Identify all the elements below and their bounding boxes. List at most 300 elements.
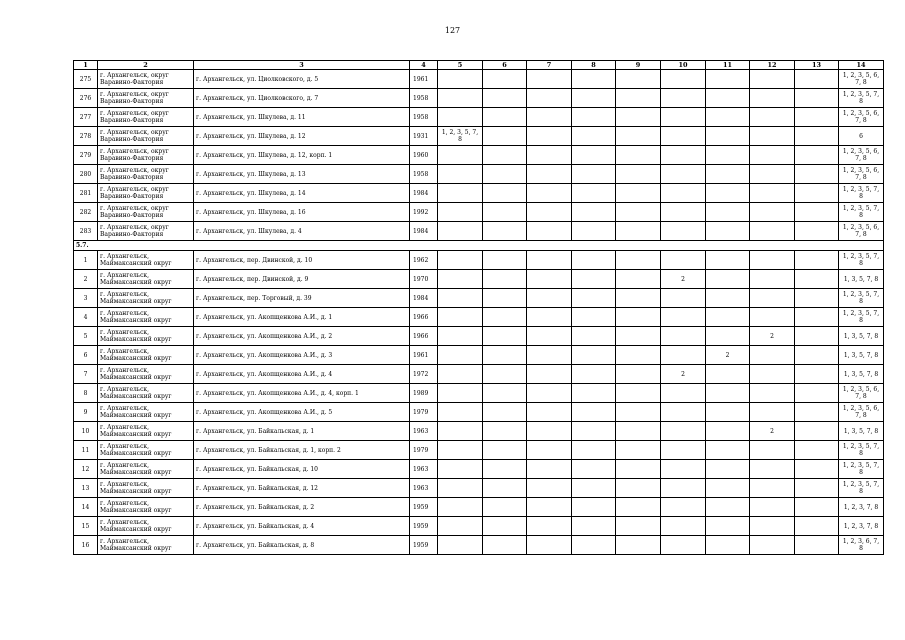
column-header: 3 <box>194 61 410 70</box>
col10-cell <box>661 517 706 536</box>
cell-line: 1, 3, 5, 7, 8 <box>843 275 879 283</box>
col11-cell <box>706 536 750 555</box>
empty-cell <box>616 479 661 498</box>
cell-line: 1, 2, 3, 5, 6, <box>842 167 880 174</box>
empty-cell <box>616 441 661 460</box>
address-cell: г. Архангельск, ул. Шкулева, д. 11 <box>194 108 410 127</box>
empty-cell <box>572 403 616 422</box>
cell-line: Маймаксанский округ <box>100 526 172 533</box>
cell-line: 1, 2, 3, 5, 7, <box>842 310 880 317</box>
col10-cell <box>661 184 706 203</box>
cell-line: Маймаксанский округ <box>100 507 172 514</box>
empty-cell <box>527 460 572 479</box>
empty-cell <box>572 308 616 327</box>
col12-cell <box>750 70 795 89</box>
address-cell: г. Архангельск, ул. Шкулева, д. 4 <box>194 222 410 241</box>
header-row <box>74 61 884 70</box>
year-cell: 1961 <box>410 70 438 89</box>
empty-cell <box>483 165 527 184</box>
col12-cell <box>750 108 795 127</box>
table-row <box>74 203 884 222</box>
col12-cell <box>750 536 795 555</box>
empty-cell <box>527 222 572 241</box>
empty-cell <box>527 498 572 517</box>
address-cell: г. Архангельск, ул. Акопщенкова А.И., д. 1 <box>194 308 410 327</box>
address-cell: г. Архангельск, ул. Акопщенкова А.И., д. 4 <box>194 365 410 384</box>
cell-line: 7, 8 <box>855 155 867 162</box>
col10-cell <box>661 327 706 346</box>
empty-cell <box>527 203 572 222</box>
table-row <box>74 222 884 241</box>
cell-line: г. Архангельск, округ <box>100 91 169 98</box>
cell-line: 1, 2, 3, 6, 7, <box>842 538 880 545</box>
empty-cell <box>616 203 661 222</box>
empty-cell <box>795 479 839 498</box>
empty-cell <box>795 403 839 422</box>
col5-cell <box>438 108 483 127</box>
table-row <box>74 327 884 346</box>
empty-cell <box>483 70 527 89</box>
address-cell: г. Архангельск, ул. Байкальская, д. 2 <box>194 498 410 517</box>
col11-cell <box>706 184 750 203</box>
row-number: 7 <box>74 365 98 384</box>
column-header: 12 <box>750 61 795 70</box>
district-cell <box>98 184 194 203</box>
table-row <box>74 517 884 536</box>
address-cell: г. Архангельск, ул. Акопщенкова А.И., д. 3 <box>194 346 410 365</box>
empty-cell <box>616 384 661 403</box>
empty-cell <box>527 365 572 384</box>
col5-cell <box>438 146 483 165</box>
col11-cell <box>706 165 750 184</box>
empty-cell <box>572 422 616 441</box>
row-number: 8 <box>74 384 98 403</box>
col12-cell <box>750 308 795 327</box>
cell-line: г. Архангельск, <box>100 500 150 507</box>
table-section-b <box>74 251 884 555</box>
column-header: 2 <box>98 61 194 70</box>
cell-line: г. Архангельск, <box>100 329 150 336</box>
year-cell: 1972 <box>410 365 438 384</box>
empty-cell <box>483 346 527 365</box>
table-row <box>74 270 884 289</box>
cell-line: г. Архангельск, <box>100 272 150 279</box>
col12-cell <box>750 498 795 517</box>
district-cell <box>98 346 194 365</box>
col14-cell <box>839 384 884 403</box>
col10-cell <box>661 222 706 241</box>
district-cell <box>98 165 194 184</box>
empty-cell <box>483 184 527 203</box>
col14-cell <box>839 441 884 460</box>
empty-cell <box>616 146 661 165</box>
col14-cell <box>839 308 884 327</box>
col14-cell <box>839 89 884 108</box>
table-row <box>74 89 884 108</box>
row-number: 10 <box>74 422 98 441</box>
cell-line: г. Архангельск, <box>100 481 150 488</box>
cell-line: 8 <box>859 212 863 219</box>
col11-cell <box>706 384 750 403</box>
cell-line: 8 <box>859 193 863 200</box>
cell-line: Маймаксанский округ <box>100 450 172 457</box>
col11-cell <box>706 308 750 327</box>
empty-cell <box>572 251 616 270</box>
year-cell: 1962 <box>410 251 438 270</box>
col10-cell <box>661 403 706 422</box>
col11-cell <box>706 441 750 460</box>
empty-cell <box>795 108 839 127</box>
district-cell <box>98 146 194 165</box>
col10-cell <box>661 289 706 308</box>
col5-cell <box>438 222 483 241</box>
empty-cell <box>527 108 572 127</box>
table-row <box>74 308 884 327</box>
section-header <box>74 241 884 251</box>
table-row <box>74 251 884 270</box>
col14-cell <box>839 270 884 289</box>
district-cell <box>98 365 194 384</box>
year-cell: 1984 <box>410 222 438 241</box>
col12-cell <box>750 403 795 422</box>
col10-cell <box>661 70 706 89</box>
empty-cell <box>572 70 616 89</box>
address-cell: г. Архангельск, ул. Циолковского, д. 5 <box>194 70 410 89</box>
row-number: 2 <box>74 270 98 289</box>
year-cell: 1992 <box>410 203 438 222</box>
cell-line: 7, 8 <box>855 412 867 419</box>
empty-cell <box>572 184 616 203</box>
cell-line: 1, 2, 3, 7, 8 <box>843 522 879 530</box>
cell-line: г. Архангельск, округ <box>100 129 169 136</box>
cell-line: 6 <box>859 132 863 140</box>
col12-cell <box>750 346 795 365</box>
empty-cell <box>483 146 527 165</box>
col5-cell <box>438 460 483 479</box>
empty-cell <box>483 384 527 403</box>
col11-cell <box>706 127 750 146</box>
empty-cell <box>616 536 661 555</box>
empty-cell <box>572 479 616 498</box>
col5-cell <box>438 479 483 498</box>
cell-line: 1, 2, 3, 5, 7, <box>441 129 479 136</box>
cell-line: г. Архангельск, округ <box>100 205 169 212</box>
col14-cell <box>839 203 884 222</box>
cell-line: 1, 2, 3, 5, 6, <box>842 405 880 412</box>
cell-line: 8 <box>859 545 863 552</box>
col10-cell <box>661 384 706 403</box>
col14-cell <box>839 346 884 365</box>
col14-cell <box>839 498 884 517</box>
cell-line: г. Архангельск, <box>100 462 150 469</box>
col12-cell: 2 <box>750 422 795 441</box>
cell-line: Маймаксанский округ <box>100 374 172 381</box>
col11-cell <box>706 327 750 346</box>
col11-cell <box>706 270 750 289</box>
empty-cell <box>483 517 527 536</box>
cell-line: г. Архангельск, <box>100 291 150 298</box>
col11-cell <box>706 517 750 536</box>
col10-cell <box>661 460 706 479</box>
cell-line: 1, 2, 3, 5, 7, <box>842 186 880 193</box>
empty-cell <box>572 498 616 517</box>
empty-cell <box>483 289 527 308</box>
empty-cell <box>483 498 527 517</box>
table-row <box>74 536 884 555</box>
year-cell: 1984 <box>410 289 438 308</box>
col12-cell <box>750 289 795 308</box>
cell-line: 7, 8 <box>855 79 867 86</box>
cell-line: Маймаксанский округ <box>100 545 172 552</box>
cell-line: 1, 2, 3, 5, 7, <box>842 253 880 260</box>
cell-line: Маймаксанский округ <box>100 298 172 305</box>
cell-line: г. Архангельск, <box>100 367 150 374</box>
cell-line: 1, 2, 3, 5, 6, <box>842 72 880 79</box>
empty-cell <box>527 517 572 536</box>
cell-line: 7, 8 <box>855 174 867 181</box>
address-cell: г. Архангельск, ул. Байкальская, д. 8 <box>194 536 410 555</box>
cell-line: 1, 2, 3, 5, 7, <box>842 291 880 298</box>
row-number: 278 <box>74 127 98 146</box>
col12-cell <box>750 203 795 222</box>
year-cell: 1959 <box>410 517 438 536</box>
col5-cell <box>438 441 483 460</box>
empty-cell <box>483 203 527 222</box>
address-cell: г. Архангельск, ул. Байкальская, д. 10 <box>194 460 410 479</box>
address-cell: г. Архангельск, ул. Акопщенкова А.И., д. 4, корп. 1 <box>194 384 410 403</box>
year-cell: 1970 <box>410 270 438 289</box>
empty-cell <box>483 479 527 498</box>
district-cell <box>98 251 194 270</box>
address-cell: г. Архангельск, ул. Шкулева, д. 14 <box>194 184 410 203</box>
table-row <box>74 70 884 89</box>
row-number: 14 <box>74 498 98 517</box>
table-row <box>74 289 884 308</box>
cell-line: г. Архангельск, <box>100 405 150 412</box>
empty-cell <box>572 89 616 108</box>
col12-cell <box>750 127 795 146</box>
empty-cell <box>483 441 527 460</box>
empty-cell <box>795 536 839 555</box>
address-cell: г. Архангельск, пер. Торговый, д. 39 <box>194 289 410 308</box>
cell-line: Маймаксанский округ <box>100 355 172 362</box>
year-cell: 1958 <box>410 108 438 127</box>
year-cell: 1959 <box>410 536 438 555</box>
empty-cell <box>527 441 572 460</box>
cell-line: г. Архангельск, округ <box>100 148 169 155</box>
cell-line: г. Архангельск, <box>100 310 150 317</box>
empty-cell <box>527 184 572 203</box>
col14-cell <box>839 289 884 308</box>
district-cell <box>98 498 194 517</box>
col11-cell <box>706 498 750 517</box>
empty-cell <box>616 127 661 146</box>
empty-cell <box>483 270 527 289</box>
empty-cell <box>572 346 616 365</box>
empty-cell <box>795 89 839 108</box>
empty-cell <box>483 89 527 108</box>
row-number: 12 <box>74 460 98 479</box>
col10-cell <box>661 165 706 184</box>
empty-cell <box>572 536 616 555</box>
col10-cell <box>661 146 706 165</box>
year-cell: 1966 <box>410 327 438 346</box>
col10-cell <box>661 127 706 146</box>
empty-cell <box>572 327 616 346</box>
empty-cell <box>572 289 616 308</box>
district-cell <box>98 517 194 536</box>
empty-cell <box>616 89 661 108</box>
year-cell: 1931 <box>410 127 438 146</box>
row-number: 13 <box>74 479 98 498</box>
cell-line: 7, 8 <box>855 393 867 400</box>
cell-line: г. Архангельск, <box>100 386 150 393</box>
col11-cell <box>706 70 750 89</box>
column-header: 8 <box>572 61 616 70</box>
cell-line: Маймаксанский округ <box>100 393 172 400</box>
district-cell <box>98 108 194 127</box>
cell-line: Варавино-Фактория <box>100 98 164 105</box>
cell-line: 1, 3, 5, 7, 8 <box>843 351 879 359</box>
col14-cell <box>839 479 884 498</box>
cell-line: 8 <box>859 450 863 457</box>
cell-line: 1, 3, 5, 7, 8 <box>843 332 879 340</box>
empty-cell <box>795 517 839 536</box>
cell-line: г. Архангельск, <box>100 519 150 526</box>
col5-cell <box>438 127 483 146</box>
empty-cell <box>616 108 661 127</box>
empty-cell <box>527 327 572 346</box>
cell-line: 1, 2, 3, 5, 6, <box>842 224 880 231</box>
empty-cell <box>483 222 527 241</box>
cell-line: Маймаксанский округ <box>100 488 172 495</box>
year-cell: 1958 <box>410 165 438 184</box>
cell-line: 1, 2, 3, 5, 6, <box>842 148 880 155</box>
address-cell: г. Архангельск, ул. Шкулева, д. 12 <box>194 127 410 146</box>
row-number: 6 <box>74 346 98 365</box>
cell-line: 1, 3, 5, 7, 8 <box>843 427 879 435</box>
empty-cell <box>483 460 527 479</box>
cell-line: г. Архангельск, <box>100 424 150 431</box>
column-header: 1 <box>74 61 98 70</box>
table-row <box>74 127 884 146</box>
cell-line: 1, 2, 3, 5, 6, <box>842 110 880 117</box>
row-number: 279 <box>74 146 98 165</box>
cell-line: Маймаксанский округ <box>100 336 172 343</box>
cell-line: 1, 2, 3, 5, 7, <box>842 443 880 450</box>
cell-line: Варавино-Фактория <box>100 193 164 200</box>
address-cell: г. Архангельск, ул. Байкальская, д. 1, корп. 2 <box>194 441 410 460</box>
cell-line: 8 <box>859 488 863 495</box>
address-cell: г. Архангельск, ул. Циолковского, д. 7 <box>194 89 410 108</box>
col11-cell <box>706 289 750 308</box>
col11-cell <box>706 365 750 384</box>
table-row <box>74 365 884 384</box>
year-cell: 1963 <box>410 422 438 441</box>
col12-cell <box>750 270 795 289</box>
empty-cell <box>572 127 616 146</box>
empty-cell <box>572 270 616 289</box>
empty-cell <box>795 460 839 479</box>
empty-cell <box>572 203 616 222</box>
empty-cell <box>616 184 661 203</box>
col12-cell <box>750 146 795 165</box>
empty-cell <box>483 251 527 270</box>
col12-cell <box>750 517 795 536</box>
cell-line: Маймаксанский округ <box>100 279 172 286</box>
empty-cell <box>572 517 616 536</box>
empty-cell <box>483 308 527 327</box>
col5-cell <box>438 270 483 289</box>
col14-cell <box>839 403 884 422</box>
cell-line: г. Архангельск, <box>100 253 150 260</box>
col10-cell <box>661 89 706 108</box>
housing-table <box>73 60 884 555</box>
empty-cell <box>527 146 572 165</box>
district-cell <box>98 327 194 346</box>
empty-cell <box>527 270 572 289</box>
cell-line: 1, 2, 3, 7, 8 <box>843 503 879 511</box>
col12-cell: 2 <box>750 327 795 346</box>
cell-line: Маймаксанский округ <box>100 412 172 419</box>
empty-cell <box>572 146 616 165</box>
col14-cell <box>839 251 884 270</box>
col14-cell <box>839 460 884 479</box>
col14-cell <box>839 184 884 203</box>
column-header: 14 <box>839 61 884 70</box>
col11-cell <box>706 89 750 108</box>
empty-cell <box>527 346 572 365</box>
empty-cell <box>795 346 839 365</box>
address-cell: г. Архангельск, ул. Акопщенкова А.И., д. 2 <box>194 327 410 346</box>
empty-cell <box>795 289 839 308</box>
empty-cell <box>795 498 839 517</box>
empty-cell <box>527 308 572 327</box>
empty-cell <box>616 165 661 184</box>
cell-line: г. Архангельск, округ <box>100 224 169 231</box>
empty-cell <box>527 165 572 184</box>
col12-cell <box>750 184 795 203</box>
empty-cell <box>483 365 527 384</box>
district-cell <box>98 479 194 498</box>
col5-cell <box>438 403 483 422</box>
table-row <box>74 184 884 203</box>
empty-cell <box>572 222 616 241</box>
column-header: 6 <box>483 61 527 70</box>
year-cell: 1961 <box>410 346 438 365</box>
col14-cell <box>839 365 884 384</box>
empty-cell <box>527 384 572 403</box>
cell-line: Варавино-Фактория <box>100 117 164 124</box>
year-cell: 1963 <box>410 479 438 498</box>
empty-cell <box>527 479 572 498</box>
district-cell <box>98 384 194 403</box>
row-number: 4 <box>74 308 98 327</box>
row-number: 275 <box>74 70 98 89</box>
col5-cell <box>438 70 483 89</box>
empty-cell <box>572 460 616 479</box>
col12-cell <box>750 165 795 184</box>
empty-cell <box>795 251 839 270</box>
row-number: 5 <box>74 327 98 346</box>
table-section-a <box>74 70 884 241</box>
empty-cell <box>616 365 661 384</box>
district-cell <box>98 308 194 327</box>
year-cell: 1984 <box>410 184 438 203</box>
col10-cell: 2 <box>661 365 706 384</box>
empty-cell <box>572 384 616 403</box>
empty-cell <box>527 127 572 146</box>
